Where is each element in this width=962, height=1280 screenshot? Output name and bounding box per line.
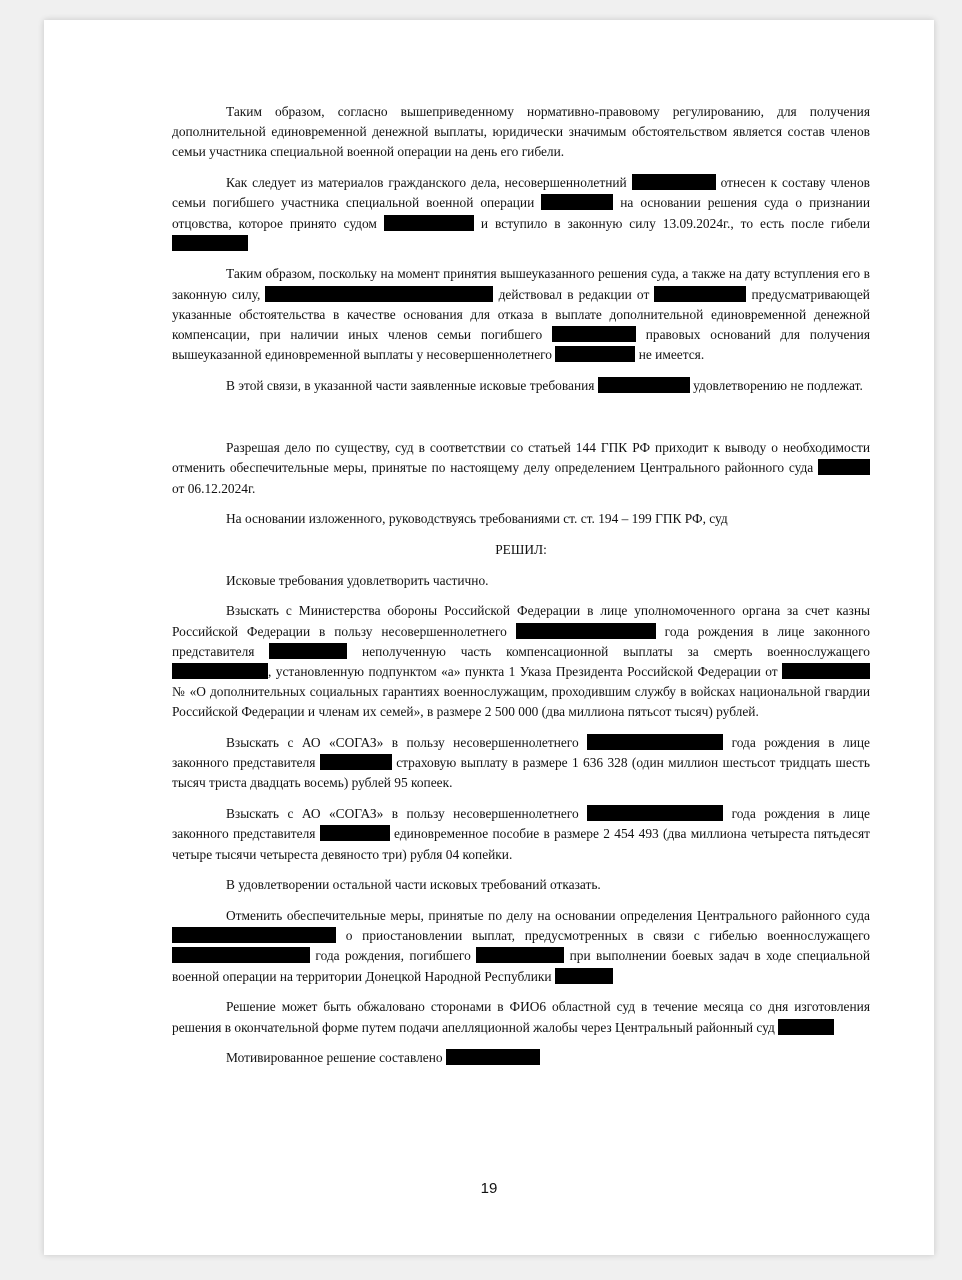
redaction-box: [446, 1049, 540, 1065]
redaction-box: [476, 947, 564, 963]
decision-heading: РЕШИЛ:: [495, 541, 547, 557]
paragraph-7: Исковые требования удовлетворить частично.: [226, 572, 489, 588]
redaction-box: [555, 968, 613, 984]
paragraph-8: Взыскать с Министерства обороны Российской Федерации в лице уполномоченного органа за счет казны Российской Федерации в пользу несовершеннолетнего года рождения в лице законного представителя неполученную часть компенсационной выплаты за смерть военнослужащего , установленную подпунктом «а» пункта 1 Указа Президента Российской Федерации от № «О дополнительных социальных гарантиях военнослужащим, проходившим службу в войсках национальной гвардии Российской Федерации и членам их семей», в размере 2 500 000 (два миллиона пятьсот тысяч) рублей.: [172, 603, 870, 720]
page-number: 19: [480, 1180, 498, 1197]
redaction-box: [555, 346, 635, 362]
paragraph-1: Таким образом, согласно вышеприведенному нормативно-правовому регулированию, для получения дополнительной единовременной денежной выплаты, юридически значимым обстоятельством является состав членов семьи участника специальной военной операции на день его гибели.: [172, 104, 870, 160]
redaction-box: [320, 825, 390, 841]
redaction-box: [541, 194, 613, 210]
redaction-box: [172, 927, 336, 943]
redaction-box: [172, 947, 310, 963]
redaction-box: [587, 805, 723, 821]
redaction-box: [516, 623, 656, 639]
paragraph-4: В этой связи, в указанной части заявленные исковые требования удовлетворению не подлежат.: [226, 377, 863, 393]
paragraph-9: Взыскать с АО «СОГАЗ» в пользу несовершеннолетнего года рождения в лице законного представителя страховую выплату в размере 1 636 328 (один миллион шестьсот тридцать шесть тысяч триста двадцать восемь) рублей 95 копеек.: [172, 735, 871, 791]
paragraph-14: Мотивированное решение составлено: [172, 1048, 870, 1068]
redaction-box: [818, 459, 870, 475]
redaction-box: [172, 235, 248, 251]
redaction-box: [265, 286, 493, 302]
paragraph-5: Разрешая дело по существу, суд в соответствии со статьей 144 ГПК РФ приходит к выводу о необходимости отменить обеспечительные меры, принятые по настоящему делу определением Центрального районного суда от 06.12.2024г.: [172, 440, 870, 496]
redaction-box: [172, 663, 268, 679]
document-body: [172, 102, 870, 1079]
redaction-box: [778, 1019, 834, 1035]
redaction-box: [384, 215, 474, 231]
paragraph-12: Отменить обеспечительные меры, принятые по делу на основании определения Центрального районного суда о приостановлении выплат, предусмотренных в связи с гибелью военнослужащего года рождения, погибшего при выполнении боевых задач в ходе специальной военной операции на территории Донецкой Народной Республики: [172, 908, 870, 984]
paragraph-2: Как следует из материалов гражданского дела, несовершеннолетний отнесен к составу членов семьи погибшего участника специальной военной операции на основании решения суда о признании отцовства, которое принято судом и вступило в законную силу 13.09.2024г., то есть после гибели: [172, 173, 870, 254]
paragraph-3: Таким образом, поскольку на момент принятия вышеуказанного решения суда, а также на дату вступления его в законную силу, действовал в редакции от предусматривающей указанные обстоятельства в качестве основания для отказа в выплате дополнительной единовременной денежной компенсации, при наличии иных членов семьи погибшего правовых оснований для получения вышеуказанной единовременной выплаты у несовершеннолетнего не имеется.: [172, 266, 870, 363]
redaction-box: [587, 734, 723, 750]
paragraph-13: Решение может быть обжаловано сторонами в ФИО6 областной суд в течение месяца со дня изготовления решения в окончательной форме путем подачи апелляционной жалобы через Центральный районный суд: [172, 999, 870, 1035]
redaction-box: [654, 286, 746, 302]
paragraph-10: Взыскать с АО «СОГАЗ» в пользу несовершеннолетнего года рождения в лице законного представителя единовременное пособие в размере 2 454 493 (два миллиона четыреста пятьдесят четыре тысячи четыреста девяносто три) рубля 04 копейки.: [172, 806, 871, 862]
redaction-box: [552, 326, 636, 342]
redaction-box: [782, 663, 870, 679]
redaction-box: [632, 174, 716, 190]
redaction-box: [320, 754, 392, 770]
redaction-box: [598, 377, 690, 393]
document-page: [44, 20, 934, 1255]
paragraph-11: В удовлетворении остальной части исковых требований отказать.: [226, 877, 601, 893]
redaction-box: [269, 643, 347, 659]
paragraph-6: На основании изложенного, руководствуясь требованиями ст. ст. 194 – 199 ГПК РФ, суд: [226, 511, 728, 527]
